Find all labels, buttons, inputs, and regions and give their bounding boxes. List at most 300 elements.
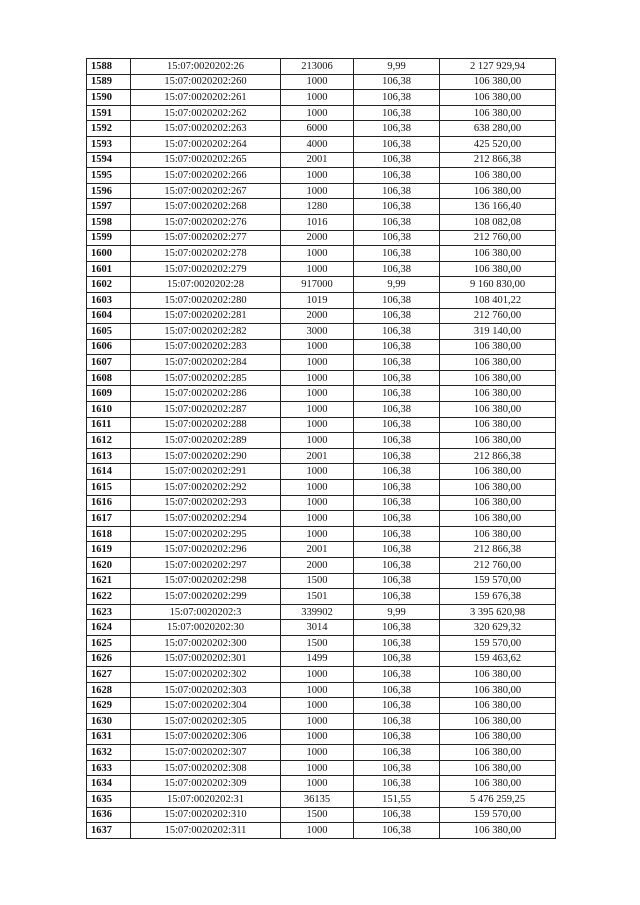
row-number-cell: 1609	[87, 386, 131, 402]
area-cell: 1000	[281, 183, 354, 199]
row-number-cell: 1613	[87, 448, 131, 464]
cadastral-number-cell: 15:07:0020202:305	[131, 713, 281, 729]
row-number-cell: 1631	[87, 729, 131, 745]
row-number-cell: 1602	[87, 277, 131, 293]
table-row	[87, 277, 556, 293]
area-cell: 1000	[281, 526, 354, 542]
area-cell: 1500	[281, 807, 354, 823]
cadastral-value-cell: 106 380,00	[440, 183, 556, 199]
table-row	[87, 386, 556, 402]
cadastral-value-cell: 106 380,00	[440, 480, 556, 496]
area-cell: 1000	[281, 480, 354, 496]
area-cell: 1000	[281, 682, 354, 698]
cadastral-number-cell: 15:07:0020202:289	[131, 433, 281, 449]
cadastral-number-cell: 15:07:0020202:277	[131, 230, 281, 246]
cadastral-value-cell: 106 380,00	[440, 698, 556, 714]
cadastral-value-cell: 9 160 830,00	[440, 277, 556, 293]
row-number-cell: 1601	[87, 261, 131, 277]
cadastral-value-cell: 106 380,00	[440, 417, 556, 433]
area-cell: 1000	[281, 713, 354, 729]
cadastral-number-cell: 15:07:0020202:296	[131, 542, 281, 558]
area-cell: 1000	[281, 370, 354, 386]
row-number-cell: 1619	[87, 542, 131, 558]
area-cell: 3000	[281, 324, 354, 340]
cadastral-number-cell: 15:07:0020202:301	[131, 651, 281, 667]
area-cell: 1000	[281, 698, 354, 714]
cadastral-value-cell: 5 476 259,25	[440, 791, 556, 807]
cadastral-number-cell: 15:07:0020202:278	[131, 246, 281, 262]
table-row	[87, 573, 556, 589]
unit-value-cell: 106,38	[354, 480, 440, 496]
row-number-cell: 1629	[87, 698, 131, 714]
area-cell: 2001	[281, 542, 354, 558]
table-row	[87, 495, 556, 511]
cadastral-number-cell: 15:07:0020202:279	[131, 261, 281, 277]
cadastral-value-cell: 106 380,00	[440, 105, 556, 121]
table-row	[87, 417, 556, 433]
row-number-cell: 1624	[87, 620, 131, 636]
area-cell: 2000	[281, 230, 354, 246]
unit-value-cell: 106,38	[354, 292, 440, 308]
table-row	[87, 433, 556, 449]
cadastral-number-cell: 15:07:0020202:306	[131, 729, 281, 745]
row-number-cell: 1597	[87, 199, 131, 215]
table-row	[87, 105, 556, 121]
unit-value-cell: 106,38	[354, 105, 440, 121]
cadastral-number-cell: 15:07:0020202:260	[131, 74, 281, 90]
table-row	[87, 682, 556, 698]
unit-value-cell: 106,38	[354, 807, 440, 823]
unit-value-cell: 106,38	[354, 448, 440, 464]
cadastral-value-cell: 106 380,00	[440, 370, 556, 386]
cadastral-value-cell: 319 140,00	[440, 324, 556, 340]
row-number-cell: 1590	[87, 90, 131, 106]
cadastral-value-cell: 106 380,00	[440, 261, 556, 277]
table-row	[87, 370, 556, 386]
area-cell: 1000	[281, 90, 354, 106]
cadastral-value-cell: 425 520,00	[440, 136, 556, 152]
row-number-cell: 1615	[87, 480, 131, 496]
cadastral-value-cell: 106 380,00	[440, 745, 556, 761]
table-row	[87, 480, 556, 496]
row-number-cell: 1595	[87, 168, 131, 184]
table-row	[87, 339, 556, 355]
table-row	[87, 713, 556, 729]
table-row	[87, 698, 556, 714]
cadastral-number-cell: 15:07:0020202:285	[131, 370, 281, 386]
area-cell: 1499	[281, 651, 354, 667]
unit-value-cell: 106,38	[354, 558, 440, 574]
table-row	[87, 246, 556, 262]
cadastral-value-cell: 106 380,00	[440, 760, 556, 776]
area-cell: 6000	[281, 121, 354, 137]
unit-value-cell: 106,38	[354, 370, 440, 386]
row-number-cell: 1588	[87, 59, 131, 75]
cadastral-number-cell: 15:07:0020202:262	[131, 105, 281, 121]
cadastral-value-cell: 159 570,00	[440, 573, 556, 589]
table-row	[87, 558, 556, 574]
table-row	[87, 667, 556, 683]
cadastral-number-cell: 15:07:0020202:267	[131, 183, 281, 199]
area-cell: 1000	[281, 339, 354, 355]
cadastral-number-cell: 15:07:0020202:261	[131, 90, 281, 106]
cadastral-value-cell: 106 380,00	[440, 729, 556, 745]
area-cell: 213006	[281, 59, 354, 75]
area-cell: 4000	[281, 136, 354, 152]
area-cell: 2000	[281, 558, 354, 574]
cadastral-value-cell: 108 082,08	[440, 214, 556, 230]
row-number-cell: 1633	[87, 760, 131, 776]
table-row	[87, 292, 556, 308]
area-cell: 1000	[281, 355, 354, 371]
cadastral-value-cell: 136 166,40	[440, 199, 556, 215]
unit-value-cell: 106,38	[354, 433, 440, 449]
cadastral-value-cell: 106 380,00	[440, 495, 556, 511]
cadastral-value-cell: 212 760,00	[440, 308, 556, 324]
table-row	[87, 324, 556, 340]
cadastral-value-cell: 106 380,00	[440, 682, 556, 698]
area-cell: 2001	[281, 448, 354, 464]
row-number-cell: 1603	[87, 292, 131, 308]
cadastral-number-cell: 15:07:0020202:264	[131, 136, 281, 152]
unit-value-cell: 9,99	[354, 277, 440, 293]
row-number-cell: 1637	[87, 823, 131, 839]
area-cell: 1000	[281, 417, 354, 433]
cadastral-value-cell: 212 866,38	[440, 542, 556, 558]
table-row	[87, 152, 556, 168]
table-row	[87, 74, 556, 90]
table-row	[87, 90, 556, 106]
area-cell: 1000	[281, 464, 354, 480]
cadastral-number-cell: 15:07:0020202:3	[131, 604, 281, 620]
row-number-cell: 1616	[87, 495, 131, 511]
cadastral-number-cell: 15:07:0020202:307	[131, 745, 281, 761]
table-row	[87, 823, 556, 839]
unit-value-cell: 106,38	[354, 261, 440, 277]
row-number-cell: 1608	[87, 370, 131, 386]
area-cell: 1000	[281, 667, 354, 683]
cadastral-number-cell: 15:07:0020202:30	[131, 620, 281, 636]
row-number-cell: 1592	[87, 121, 131, 137]
row-number-cell: 1594	[87, 152, 131, 168]
table-row	[87, 511, 556, 527]
cadastral-value-cell: 106 380,00	[440, 402, 556, 418]
table-row	[87, 355, 556, 371]
unit-value-cell: 106,38	[354, 698, 440, 714]
table-row	[87, 448, 556, 464]
row-number-cell: 1628	[87, 682, 131, 698]
unit-value-cell: 106,38	[354, 682, 440, 698]
unit-value-cell: 106,38	[354, 199, 440, 215]
unit-value-cell: 106,38	[354, 776, 440, 792]
unit-value-cell: 106,38	[354, 168, 440, 184]
unit-value-cell: 106,38	[354, 651, 440, 667]
table-row	[87, 59, 556, 75]
table-row	[87, 745, 556, 761]
cadastral-number-cell: 15:07:0020202:26	[131, 59, 281, 75]
cadastral-number-cell: 15:07:0020202:287	[131, 402, 281, 418]
table-body	[87, 59, 556, 839]
table-row	[87, 526, 556, 542]
unit-value-cell: 106,38	[354, 464, 440, 480]
area-cell: 1501	[281, 589, 354, 605]
cadastral-number-cell: 15:07:0020202:268	[131, 199, 281, 215]
unit-value-cell: 106,38	[354, 74, 440, 90]
cadastral-number-cell: 15:07:0020202:303	[131, 682, 281, 698]
row-number-cell: 1604	[87, 308, 131, 324]
unit-value-cell: 106,38	[354, 230, 440, 246]
cadastral-number-cell: 15:07:0020202:282	[131, 324, 281, 340]
table-row	[87, 620, 556, 636]
area-cell: 1280	[281, 199, 354, 215]
table-row	[87, 776, 556, 792]
area-cell: 3014	[281, 620, 354, 636]
table-row	[87, 308, 556, 324]
table-row	[87, 183, 556, 199]
table-row	[87, 214, 556, 230]
row-number-cell: 1621	[87, 573, 131, 589]
cadastral-value-cell: 212 760,00	[440, 558, 556, 574]
area-cell: 1500	[281, 635, 354, 651]
table-row	[87, 168, 556, 184]
cadastral-value-cell: 106 380,00	[440, 823, 556, 839]
unit-value-cell: 106,38	[354, 386, 440, 402]
cadastral-value-cell: 212 866,38	[440, 152, 556, 168]
table-row	[87, 136, 556, 152]
area-cell: 36135	[281, 791, 354, 807]
cadastral-value-cell: 159 570,00	[440, 635, 556, 651]
unit-value-cell: 106,38	[354, 542, 440, 558]
area-cell: 1000	[281, 776, 354, 792]
unit-value-cell: 106,38	[354, 760, 440, 776]
row-number-cell: 1636	[87, 807, 131, 823]
cadastral-number-cell: 15:07:0020202:31	[131, 791, 281, 807]
unit-value-cell: 106,38	[354, 495, 440, 511]
area-cell: 1000	[281, 168, 354, 184]
table-row	[87, 791, 556, 807]
unit-value-cell: 106,38	[354, 90, 440, 106]
cadastral-value-cell: 106 380,00	[440, 433, 556, 449]
cadastral-number-cell: 15:07:0020202:288	[131, 417, 281, 433]
cadastral-number-cell: 15:07:0020202:297	[131, 558, 281, 574]
cadastral-number-cell: 15:07:0020202:308	[131, 760, 281, 776]
row-number-cell: 1635	[87, 791, 131, 807]
unit-value-cell: 9,99	[354, 59, 440, 75]
cadastral-value-cell: 212 760,00	[440, 230, 556, 246]
unit-value-cell: 106,38	[354, 526, 440, 542]
cadastral-number-cell: 15:07:0020202:286	[131, 386, 281, 402]
cadastral-number-cell: 15:07:0020202:298	[131, 573, 281, 589]
cadastral-number-cell: 15:07:0020202:299	[131, 589, 281, 605]
cadastral-number-cell: 15:07:0020202:294	[131, 511, 281, 527]
cadastral-number-cell: 15:07:0020202:302	[131, 667, 281, 683]
row-number-cell: 1596	[87, 183, 131, 199]
area-cell: 339902	[281, 604, 354, 620]
cadastral-value-cell: 2 127 929,94	[440, 59, 556, 75]
table-row	[87, 121, 556, 137]
table-row	[87, 464, 556, 480]
table-row	[87, 651, 556, 667]
cadastral-value-cell: 106 380,00	[440, 355, 556, 371]
unit-value-cell: 106,38	[354, 573, 440, 589]
cadastral-number-cell: 15:07:0020202:263	[131, 121, 281, 137]
row-number-cell: 1622	[87, 589, 131, 605]
cadastral-value-cell: 106 380,00	[440, 713, 556, 729]
area-cell: 1500	[281, 573, 354, 589]
table-row	[87, 199, 556, 215]
cadastral-value-cell: 108 401,22	[440, 292, 556, 308]
row-number-cell: 1614	[87, 464, 131, 480]
unit-value-cell: 106,38	[354, 402, 440, 418]
cadastral-value-cell: 3 395 620,98	[440, 604, 556, 620]
unit-value-cell: 106,38	[354, 713, 440, 729]
row-number-cell: 1632	[87, 745, 131, 761]
cadastral-value-cell: 159 463,62	[440, 651, 556, 667]
row-number-cell: 1605	[87, 324, 131, 340]
area-cell: 1000	[281, 511, 354, 527]
unit-value-cell: 106,38	[354, 183, 440, 199]
unit-value-cell: 106,38	[354, 511, 440, 527]
unit-value-cell: 106,38	[354, 246, 440, 262]
area-cell: 1000	[281, 105, 354, 121]
cadastral-number-cell: 15:07:0020202:293	[131, 495, 281, 511]
table-row	[87, 729, 556, 745]
row-number-cell: 1599	[87, 230, 131, 246]
row-number-cell: 1623	[87, 604, 131, 620]
cadastral-value-cell: 106 380,00	[440, 339, 556, 355]
area-cell: 1000	[281, 729, 354, 745]
table-row	[87, 402, 556, 418]
area-cell: 1000	[281, 386, 354, 402]
unit-value-cell: 106,38	[354, 308, 440, 324]
row-number-cell: 1593	[87, 136, 131, 152]
area-cell: 1000	[281, 760, 354, 776]
row-number-cell: 1634	[87, 776, 131, 792]
cadastral-number-cell: 15:07:0020202:310	[131, 807, 281, 823]
area-cell: 1019	[281, 292, 354, 308]
cadastral-number-cell: 15:07:0020202:292	[131, 480, 281, 496]
area-cell: 1000	[281, 823, 354, 839]
row-number-cell: 1618	[87, 526, 131, 542]
cadastral-number-cell: 15:07:0020202:280	[131, 292, 281, 308]
unit-value-cell: 106,38	[354, 745, 440, 761]
cadastral-value-cell: 106 380,00	[440, 511, 556, 527]
unit-value-cell: 9,99	[354, 604, 440, 620]
table-row	[87, 542, 556, 558]
area-cell: 1000	[281, 745, 354, 761]
cadastral-value-table	[86, 58, 556, 839]
unit-value-cell: 106,38	[354, 355, 440, 371]
unit-value-cell: 106,38	[354, 152, 440, 168]
table-row	[87, 635, 556, 651]
cadastral-number-cell: 15:07:0020202:276	[131, 214, 281, 230]
unit-value-cell: 106,38	[354, 667, 440, 683]
unit-value-cell: 106,38	[354, 620, 440, 636]
cadastral-number-cell: 15:07:0020202:281	[131, 308, 281, 324]
row-number-cell: 1627	[87, 667, 131, 683]
row-number-cell: 1625	[87, 635, 131, 651]
area-cell: 2000	[281, 308, 354, 324]
unit-value-cell: 106,38	[354, 729, 440, 745]
area-cell: 2001	[281, 152, 354, 168]
area-cell: 1000	[281, 74, 354, 90]
table-row	[87, 230, 556, 246]
cadastral-value-cell: 159 676,38	[440, 589, 556, 605]
cadastral-number-cell: 15:07:0020202:295	[131, 526, 281, 542]
table-row	[87, 261, 556, 277]
cadastral-value-cell: 106 380,00	[440, 90, 556, 106]
row-number-cell: 1600	[87, 246, 131, 262]
unit-value-cell: 106,38	[354, 136, 440, 152]
unit-value-cell: 106,38	[354, 339, 440, 355]
cadastral-value-cell: 106 380,00	[440, 526, 556, 542]
cadastral-value-cell: 159 570,00	[440, 807, 556, 823]
unit-value-cell: 151,55	[354, 791, 440, 807]
cadastral-number-cell: 15:07:0020202:284	[131, 355, 281, 371]
area-cell: 1000	[281, 402, 354, 418]
row-number-cell: 1606	[87, 339, 131, 355]
unit-value-cell: 106,38	[354, 417, 440, 433]
cadastral-value-cell: 106 380,00	[440, 386, 556, 402]
row-number-cell: 1591	[87, 105, 131, 121]
unit-value-cell: 106,38	[354, 635, 440, 651]
unit-value-cell: 106,38	[354, 324, 440, 340]
row-number-cell: 1610	[87, 402, 131, 418]
table-row	[87, 604, 556, 620]
cadastral-value-cell: 320 629,32	[440, 620, 556, 636]
cadastral-value-cell: 212 866,38	[440, 448, 556, 464]
table-row	[87, 589, 556, 605]
unit-value-cell: 106,38	[354, 823, 440, 839]
cadastral-value-cell: 106 380,00	[440, 667, 556, 683]
row-number-cell: 1607	[87, 355, 131, 371]
cadastral-number-cell: 15:07:0020202:266	[131, 168, 281, 184]
area-cell: 1000	[281, 246, 354, 262]
cadastral-number-cell: 15:07:0020202:290	[131, 448, 281, 464]
table-row	[87, 760, 556, 776]
area-cell: 1000	[281, 495, 354, 511]
row-number-cell: 1612	[87, 433, 131, 449]
cadastral-value-cell: 106 380,00	[440, 246, 556, 262]
cadastral-value-cell: 106 380,00	[440, 464, 556, 480]
cadastral-number-cell: 15:07:0020202:311	[131, 823, 281, 839]
row-number-cell: 1630	[87, 713, 131, 729]
cadastral-number-cell: 15:07:0020202:304	[131, 698, 281, 714]
row-number-cell: 1589	[87, 74, 131, 90]
row-number-cell: 1598	[87, 214, 131, 230]
cadastral-number-cell: 15:07:0020202:300	[131, 635, 281, 651]
cadastral-number-cell: 15:07:0020202:291	[131, 464, 281, 480]
cadastral-number-cell: 15:07:0020202:309	[131, 776, 281, 792]
unit-value-cell: 106,38	[354, 214, 440, 230]
cadastral-value-cell: 106 380,00	[440, 74, 556, 90]
area-cell: 1000	[281, 261, 354, 277]
row-number-cell: 1617	[87, 511, 131, 527]
cadastral-value-cell: 638 280,00	[440, 121, 556, 137]
cadastral-number-cell: 15:07:0020202:28	[131, 277, 281, 293]
area-cell: 917000	[281, 277, 354, 293]
unit-value-cell: 106,38	[354, 589, 440, 605]
row-number-cell: 1626	[87, 651, 131, 667]
cadastral-value-cell: 106 380,00	[440, 776, 556, 792]
area-cell: 1000	[281, 433, 354, 449]
row-number-cell: 1620	[87, 558, 131, 574]
cadastral-number-cell: 15:07:0020202:265	[131, 152, 281, 168]
row-number-cell: 1611	[87, 417, 131, 433]
cadastral-number-cell: 15:07:0020202:283	[131, 339, 281, 355]
cadastral-value-cell: 106 380,00	[440, 168, 556, 184]
unit-value-cell: 106,38	[354, 121, 440, 137]
